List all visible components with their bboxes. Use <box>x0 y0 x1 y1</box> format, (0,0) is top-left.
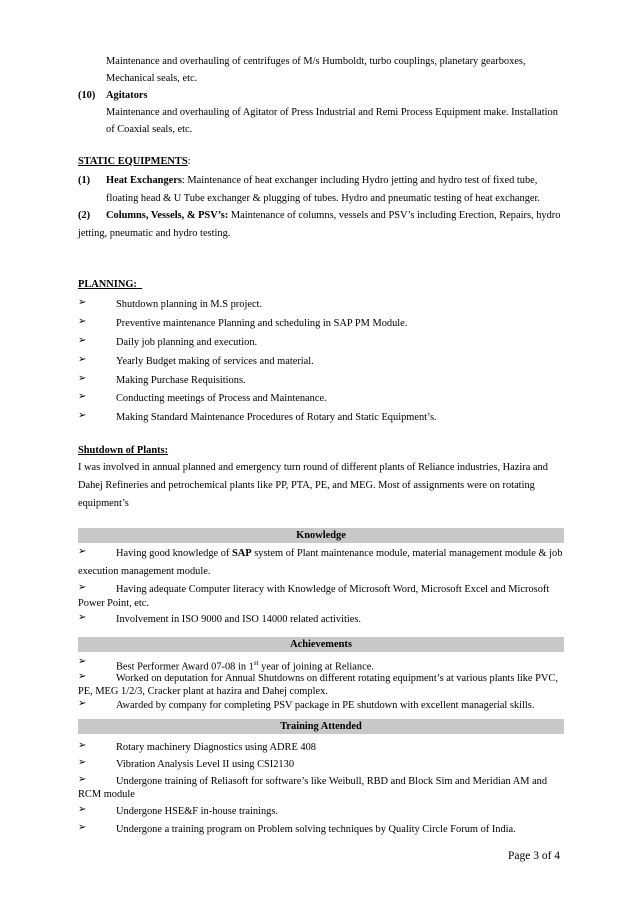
planning-bullet-5: ➢ <box>78 373 87 384</box>
achievements-band: Achievements <box>78 637 564 652</box>
knowledge-bullet-2: ➢ <box>78 582 87 593</box>
columns-desc: Maintenance of columns, vessels and PSV’s including Erection, Repairs, hydro <box>228 210 561 221</box>
shutdown-heading <box>78 444 168 457</box>
achievements-item-3: Awarded by company for completing PSV package in PE shutdown with excellent managerial skills. <box>116 700 535 711</box>
centrifuges-line-1: Maintenance and overhauling of centrifuges of M/s Humboldt, turbo couplings, planetary gearboxes, <box>106 56 526 67</box>
heat-exchanger-number: (1) <box>78 175 91 186</box>
shutdown-line-1: I was involved in annual planned and emergency turn round of different plants of Reliance industries, Hazira and <box>78 462 548 473</box>
columns-line-2: jetting, pneumatic and hydro testing. <box>78 228 231 239</box>
planning-bullet-7: ➢ <box>78 410 87 421</box>
planning-bullet-4: ➢ <box>78 354 87 365</box>
knowledge-item-2: Having adequate Computer literacy with Knowledge of Microsoft Word, Microsoft Excel and Microsoft <box>116 584 550 595</box>
knowledge-item-1-line-2: execution management module. <box>78 566 211 577</box>
training-item-5: Undergone a training program on Problem solving techniques by Quality Circle Forum of India. <box>116 824 516 835</box>
planning-bullet-1: ➢ <box>78 297 87 308</box>
planning-item-1: Shutdown planning in M.S project. <box>116 299 263 310</box>
knowledge-item-2-line-2: Power Point, etc. <box>78 598 149 609</box>
planning-item-7: Making Standard Maintenance Procedures of Rotary and Static Equipment’s. <box>116 412 437 423</box>
static-heading-text: STATIC EQUIPMENTS <box>78 156 188 167</box>
training-bullet-1: ➢ <box>78 740 87 751</box>
achievements-item-2-line-2: PE, MEG 1/2/3, Cracker plant at hazira and Dahej complex. <box>78 686 328 697</box>
centrifuges-line-2: Mechanical seals, etc. <box>106 73 198 84</box>
agitators-title-text: Agitators <box>106 90 148 101</box>
knowledge-item-3: Involvement in ISO 9000 and ISO 14000 related activities. <box>116 614 361 625</box>
training-item-2: Vibration Analysis Level II using CSI2130 <box>116 759 295 770</box>
static-heading-colon: : <box>187 156 191 167</box>
knowledge-bullet-3: ➢ <box>78 612 87 623</box>
planning-item-3: Daily job planning and execution. <box>116 337 258 348</box>
knowledge-band: Knowledge <box>78 528 564 543</box>
knowledge-item-1: Having good knowledge of SAP system of Plant maintenance module, material management module & job <box>116 548 563 559</box>
planning-bullet-6: ➢ <box>78 391 87 402</box>
shutdown-line-3: equipment’s <box>78 498 129 509</box>
shutdown-line-2: Dahej Refineries and petrochemical plants like PP, PTA, PE, and MEG. Most of assignments were on rotating <box>78 480 535 491</box>
planning-item-2: Preventive maintenance Planning and scheduling in SAP PM Module. <box>116 318 408 329</box>
agitators-heading <box>78 89 95 102</box>
page-number: Page 3 of 4 <box>508 850 561 862</box>
planning-item-6: Conducting meetings of Process and Maintenance. <box>116 393 327 404</box>
training-bullet-2: ➢ <box>78 757 87 768</box>
planning-item-5: Making Purchase Requisitions. <box>116 375 246 386</box>
columns-title: Columns, Vessels, & PSV’s: <box>106 210 229 221</box>
training-item-4: Undergone HSE&F in-house trainings. <box>116 806 279 817</box>
agitators-line-2: of Coaxial seals, etc. <box>106 124 193 135</box>
achievements-item-2: Worked on deputation for Annual Shutdowns on different rotating equipment’s at various plants like PVC, <box>116 673 558 684</box>
achievements-bullet-1: ➢ <box>78 656 87 667</box>
columns-text <box>106 209 560 222</box>
heat-exchanger-title: Heat Exchangers <box>106 175 182 186</box>
static-heading <box>78 155 191 168</box>
heat-exchanger-text <box>106 174 537 187</box>
planning-bullet-2: ➢ <box>78 316 87 327</box>
columns-number-line <box>78 209 90 222</box>
planning-item-4: Yearly Budget making of services and material. <box>116 356 314 367</box>
agitators-number: (10) <box>78 90 96 101</box>
achievements-item-1: Best Performer Award 07-08 in 1st year of joining at Reliance. <box>116 659 374 673</box>
heat-exchanger-line-1 <box>78 174 90 187</box>
achievements-bullet-2: ➢ <box>78 671 87 682</box>
training-bullet-5: ➢ <box>78 822 87 833</box>
columns-number: (2) <box>78 210 91 221</box>
heat-exchanger-desc: : Maintenance of heat exchanger including Hydro jetting and hydro test of fixed tube, <box>181 175 538 186</box>
planning-heading <box>78 278 142 291</box>
planning-heading-text: PLANNING: <box>78 279 137 290</box>
training-bullet-4: ➢ <box>78 804 87 815</box>
agitators-title <box>106 89 148 102</box>
sap-text: SAP <box>232 548 252 559</box>
knowledge-bullet-1: ➢ <box>78 546 87 557</box>
agitators-line-1: Maintenance and overhauling of Agitator of Press Industrial and Remi Process Equipment make. Installation <box>106 107 558 118</box>
training-item-1: Rotary machinery Diagnostics using ADRE 408 <box>116 742 316 753</box>
training-item-3-line-2: RCM module <box>78 789 135 800</box>
shutdown-heading-text: Shutdown of Plants: <box>78 445 169 456</box>
training-item-3: Undergone training of Reliasoft for software’s like Weibull, RBD and Block Sim and Meridian AM and <box>116 776 548 787</box>
training-bullet-3: ➢ <box>78 774 87 785</box>
heat-exchanger-line-2: floating head & U Tube exchanger & plugging of tubes. Hydro and pneumatic testing of heat exchanger. <box>106 193 540 204</box>
planning-bullet-3: ➢ <box>78 335 87 346</box>
training-band: Training Attended <box>78 719 564 734</box>
achievements-bullet-3: ➢ <box>78 698 87 709</box>
